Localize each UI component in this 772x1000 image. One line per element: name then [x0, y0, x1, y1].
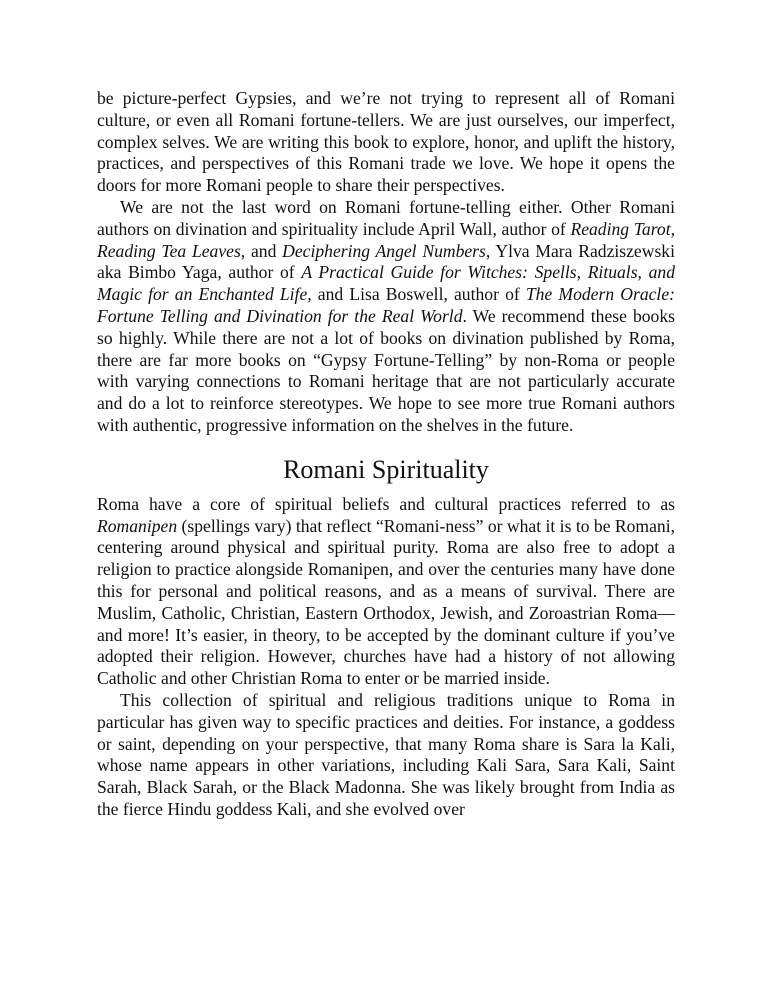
book-page [97, 88, 675, 821]
paragraph-3 [97, 494, 675, 690]
paragraph-2-text-5: . We recommend these books so highly. While there are not a lot of books on divination published by Roma, there are far more books on “Gypsy Fortune-Telling” by non-Roma or people with varying connections to Romani heritage that are not particularly accurate and do a lot to reinforce stereotypes. We hope to see more true Romani authors with authentic, progressive information on the shelves in the future. [97, 305, 675, 435]
section-heading: Romani Spirituality [283, 454, 489, 484]
book-title-modern-oracle: The Modern Oracle: Fortune Telling and Divination for the Real World [97, 284, 675, 326]
paragraph-2-text-3: , Ylva Mara Radziszewski aka Bimbo Yaga, author of [97, 240, 675, 283]
paragraph-2 [97, 197, 675, 437]
book-title-practical-guide: A Practical Guide for Witches: Spells, Rituals, and Magic for an Enchanted Life, [97, 262, 675, 305]
paragraph-4-text: This collection of spiritual and religious traditions unique to Roma in particular has given way to specific practices and deities. For instance, a goddess or saint, depending on your perspective, that many Roma share is Sara la Kali, whose name appears in other variations, including Kali Sara, Sara Kali, Saint Sarah, Black Sarah, or the Black Madonna. She was likely brought from India as the fierce Hindu goddess Kali, and she evolved over [97, 689, 675, 819]
paragraph-4 [97, 690, 675, 821]
book-title-reading-tarot: Reading Tarot, Reading Tea Leaves [97, 218, 675, 261]
paragraph-3-text-1: Roma have a core of spiritual beliefs and cultural practices referred to as [97, 493, 675, 514]
paragraph-2-text-1: We are not the last word on Romani fortune-telling either. Other Romani authors on divination and spirituality include April Wall, author of [97, 196, 675, 239]
paragraph-1-text: be picture-perfect Gypsies, and we’re not trying to represent all of Romani culture, or even all Romani fortune-tellers. We are just ourselves, our imperfect, complex selves. We are writing this book to explore, honor, and uplift the history, practices, and perspectives of this Romani trade we love. We hope it opens the doors for more Romani people to share their perspectives. [97, 88, 675, 196]
paragraph-1 [97, 88, 675, 197]
paragraph-2-text-4: and Lisa Boswell, author of [311, 284, 526, 305]
book-title-angel-numbers: Deciphering Angel Numbers [282, 240, 486, 261]
term-romanipen: Romanipen [97, 515, 178, 536]
paragraph-2-text-2: , and [240, 240, 283, 261]
paragraph-3-text-2: (spellings vary) that reflect “Romani-ness” or what it is to be Romani, centering around physical and spiritual purity. Roma are also free to adopt a religion to practice alongside Romanipen, and over the centuries many have done this for personal and political reasons, and as a means of survival. There are Muslim, Catholic, Christian, Eastern Orthodox, Jewish, and Zoroastrian Roma—and more! It’s easier, in theory, to be accepted by the dominant culture if you’ve adopted their religion. However, churches have had a history of not allowing Catholic and other Christian Roma to enter or be married inside. [97, 515, 676, 689]
